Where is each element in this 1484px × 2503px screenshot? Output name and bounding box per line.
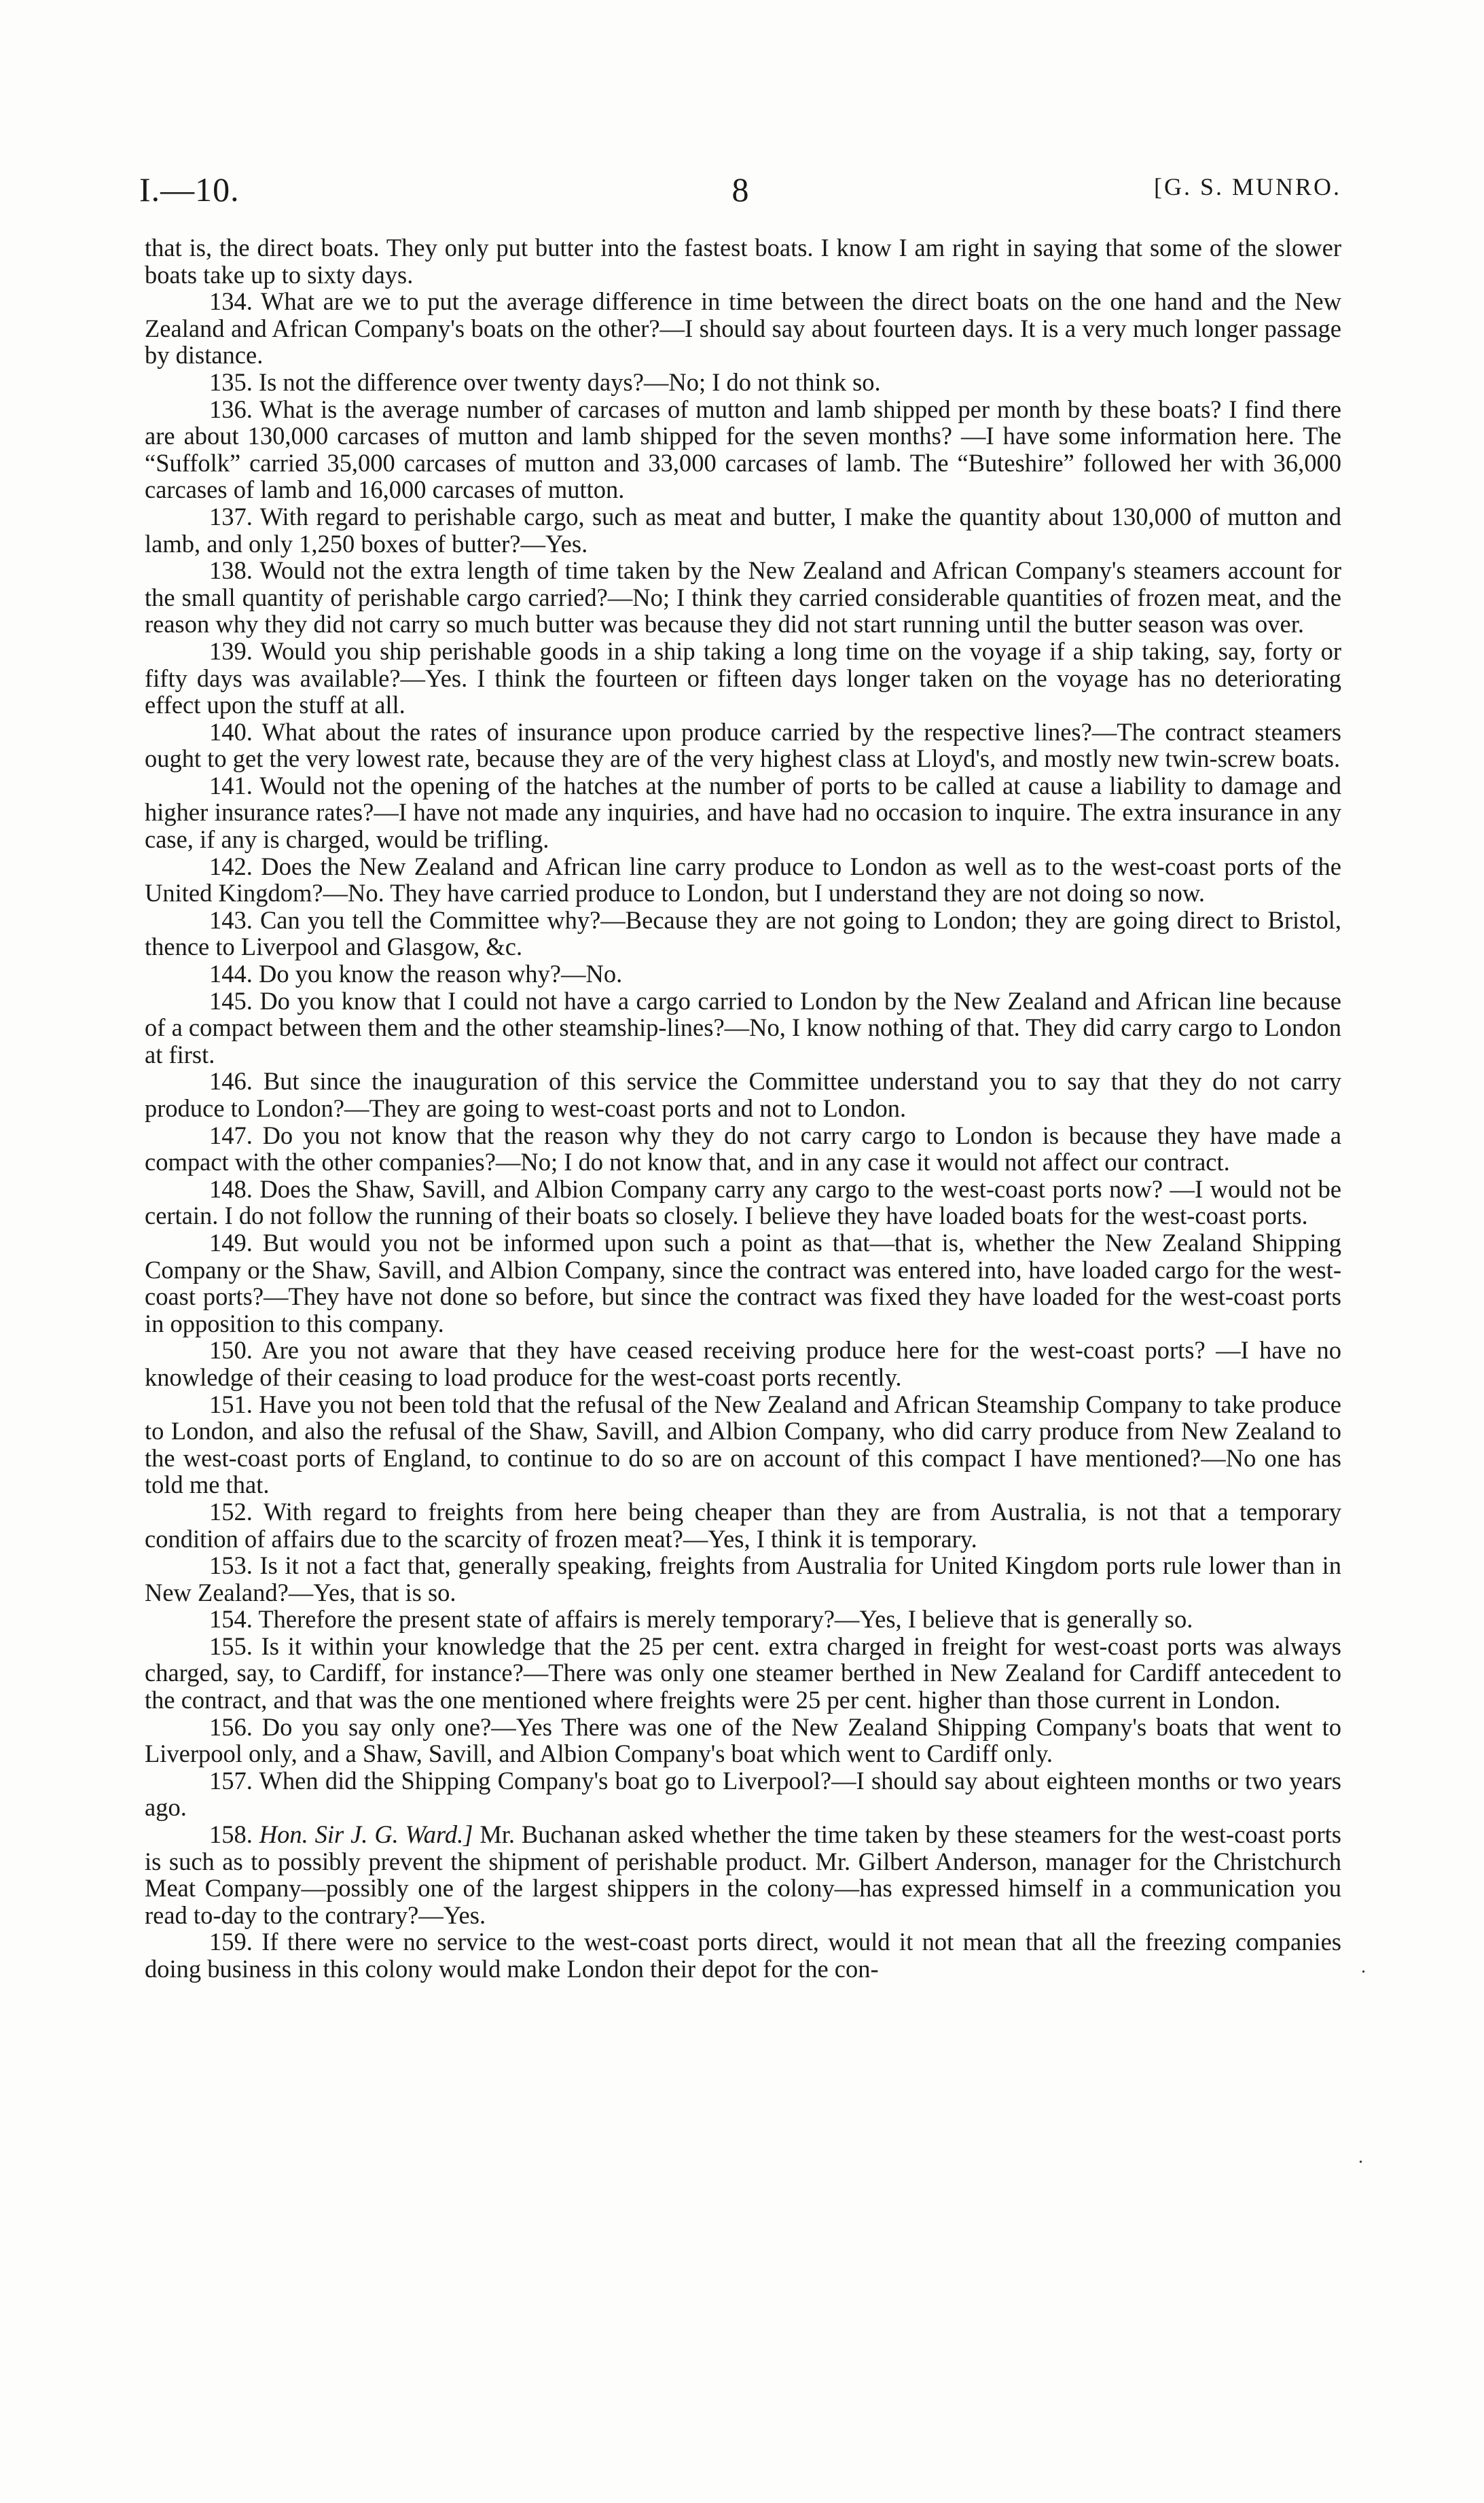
speaker-name: Hon. Sir J. G. Ward.] <box>259 1820 473 1849</box>
question-143: 143. Can you tell the Committee why?—Because they are not going to London; they are going direct to Bristol, thence to Liverpool and Glasgow, &c. <box>145 905 1341 961</box>
stray-mark: . <box>1358 2146 1363 2167</box>
question-144: 144. Do you know the reason why?—No. <box>209 960 623 988</box>
question-149: 149. But would you not be informed upon such a point as that—that is, whether the New Zealand Shipping Company or the Shaw, Savill, and Albion Company, since the contract was entered into, have loaded cargo for the west-coast ports?—They have not done so before, but since the contract was fixed they have loaded for the west-coast ports in opposition to this company. <box>145 1228 1341 1337</box>
question-157: 157. When did the Shipping Company's boat go to Liverpool?—I should say about eighteen months or two years ago. <box>145 1766 1341 1822</box>
question-158 <box>145 1821 1341 1928</box>
question-142: 142. Does the New Zealand and African line carry produce to London as well as to the west-coast ports of the United Kingdom?—No. They have carried produce to London, but I understand they are not doing so now. <box>145 852 1341 907</box>
question-147: 147. Do you not know that the reason why they do not carry cargo to London is because they have made a compact with the other companies?—No; I do not know that, and in any case it would not affect our contract. <box>145 1121 1341 1176</box>
page-header <box>139 170 1341 224</box>
question-151: 151. Have you not been told that the refusal of the New Zealand and African Steamship Company to take produce to London, and also the refusal of the Shaw, Savill, and Albion Company, who did carry produce from New Zealand to the west-coast ports of England, to continue to do so are on account of this compact I have mentioned?—No one has told me that. <box>145 1390 1341 1499</box>
witness-name: [G. S. MUNRO. <box>1153 173 1341 200</box>
question-text: Mr. Buchanan asked whether the time taken by these steamers for the west-coast ports is such as to possibly prevent the shipment of perishable product. Mr. Gilbert Anderson, manager for the Christchurch Meat Company—possibly one of the largest shippers in the colony—has expressed himself in a communication you read to-day to the contrary?—Yes. <box>145 1820 1342 1929</box>
question-154: 154. Therefore the present state of affairs is merely temporary?—Yes, I believe that is generally so. <box>209 1605 1193 1634</box>
question-159: 159. If there were no service to the west-coast ports direct, would it not mean that all the freezing companies doing business in this colony would make London their depot for the con- <box>145 1928 1341 1983</box>
paragraph-continuation: that is, the direct boats. They only put butter into the fastest boats. I know I am right in saying that some of the slower boats take up to sixty days. <box>145 234 1341 289</box>
question-153: 153. Is it not a fact that, generally speaking, freights from Australia for United Kingdom ports rule lower than in New Zealand?—Yes, that is so. <box>145 1551 1341 1606</box>
stray-mark: . <box>1361 1956 1366 1977</box>
evidence-text <box>145 234 1341 1983</box>
page-number: 8 <box>731 170 749 209</box>
question-156: 156. Do you say only one?—Yes There was one of the New Zealand Shipping Company's boats that went to Liverpool only, and a Shaw, Savill, and Albion Company's boat which went to Cardiff only. <box>145 1712 1341 1768</box>
question-137: 137. With regard to perishable cargo, such as meat and butter, I make the quantity about 130,000 of mutton and lamb, and only 1,250 boxes of butter?—Yes. <box>145 502 1341 558</box>
question-152: 152. With regard to freights from here being cheaper than they are from Australia, is not that a temporary condition of affairs due to the scarcity of frozen meat?—Yes, I think it is temporary. <box>145 1497 1341 1553</box>
question-148: 148. Does the Shaw, Savill, and Albion Company carry any cargo to the west-coast ports now? —I would not be certain. I do not follow the running of their boats so closely. I believe they have loaded boats for the west-coast ports. <box>145 1174 1341 1230</box>
question-139: 139. Would you ship perishable goods in a ship taking a long time on the voyage if a ship taking, say, forty or fifty days was available?—Yes. I think the fourteen or fifteen days longer taken on the voyage has no deteriorating effect upon the stuff at all. <box>145 636 1341 719</box>
question-number: 158. <box>209 1820 253 1849</box>
question-140: 140. What about the rates of insurance upon produce carried by the respective lines?—The contract steamers ought to get the very lowest rate, because they are of the very highest class at Lloyd's, and mostly new twin-screw boats. <box>145 717 1341 773</box>
paper-number: I.—10. <box>139 170 240 209</box>
question-145: 145. Do you know that I could not have a cargo carried to London by the New Zealand and African line because of a compact between them and the other steamship-lines?—No, I know nothing of that. They did carry cargo to London at first. <box>145 986 1341 1068</box>
question-134: 134. What are we to put the average difference in time between the direct boats on the one hand and the New Zealand and African Company's boats on the other?—I should say about fourteen days. It is a very much longer passage by distance. <box>145 287 1341 370</box>
question-146: 146. But since the inauguration of this service the Committee understand you to say that they do not carry produce to London?—They are going to west-coast ports and not to London. <box>145 1067 1341 1122</box>
question-136: 136. What is the average number of carcases of mutton and lamb shipped per month by these boats? I find there are about 130,000 carcases of mutton and lamb shipped for the seven months? —I have some information here. The “Suffolk” carried 35,000 carcases of mutton and 33,000 carcases of lamb. The “Buteshire” followed her with 36,000 carcases of lamb and 16,000 carcases of mutton. <box>145 395 1341 504</box>
question-138: 138. Would not the extra length of time taken by the New Zealand and African Company's steamers account for the small quantity of perishable cargo carried?—No; I think they carried considerable quantities of frozen meat, and the reason why they did not carry so much butter was because they did not start running until the butter season was over. <box>145 556 1341 638</box>
question-141: 141. Would not the opening of the hatches at the number of ports to be called at cause a liability to damage and higher insurance rates?—I have not made any inquiries, and have had no occasion to inquire. The extra insurance in any case, if any is charged, would be trifling. <box>145 771 1341 854</box>
question-150: 150. Are you not aware that they have ceased receiving produce here for the west-coast ports? —I have no knowledge of their ceasing to load produce for the west-coast ports recently. <box>145 1336 1341 1391</box>
question-155: 155. Is it within your knowledge that the 25 per cent. extra charged in freight for west-coast ports was always charged, say, to Cardiff, for instance?—There was only one steamer berthed in New Zealand for Cardiff antecedent to the contract, and that was the one mentioned where freights were 25 per cent. higher than those current in London. <box>145 1632 1341 1714</box>
question-135: 135. Is not the difference over twenty days?—No; I do not think so. <box>209 367 881 396</box>
